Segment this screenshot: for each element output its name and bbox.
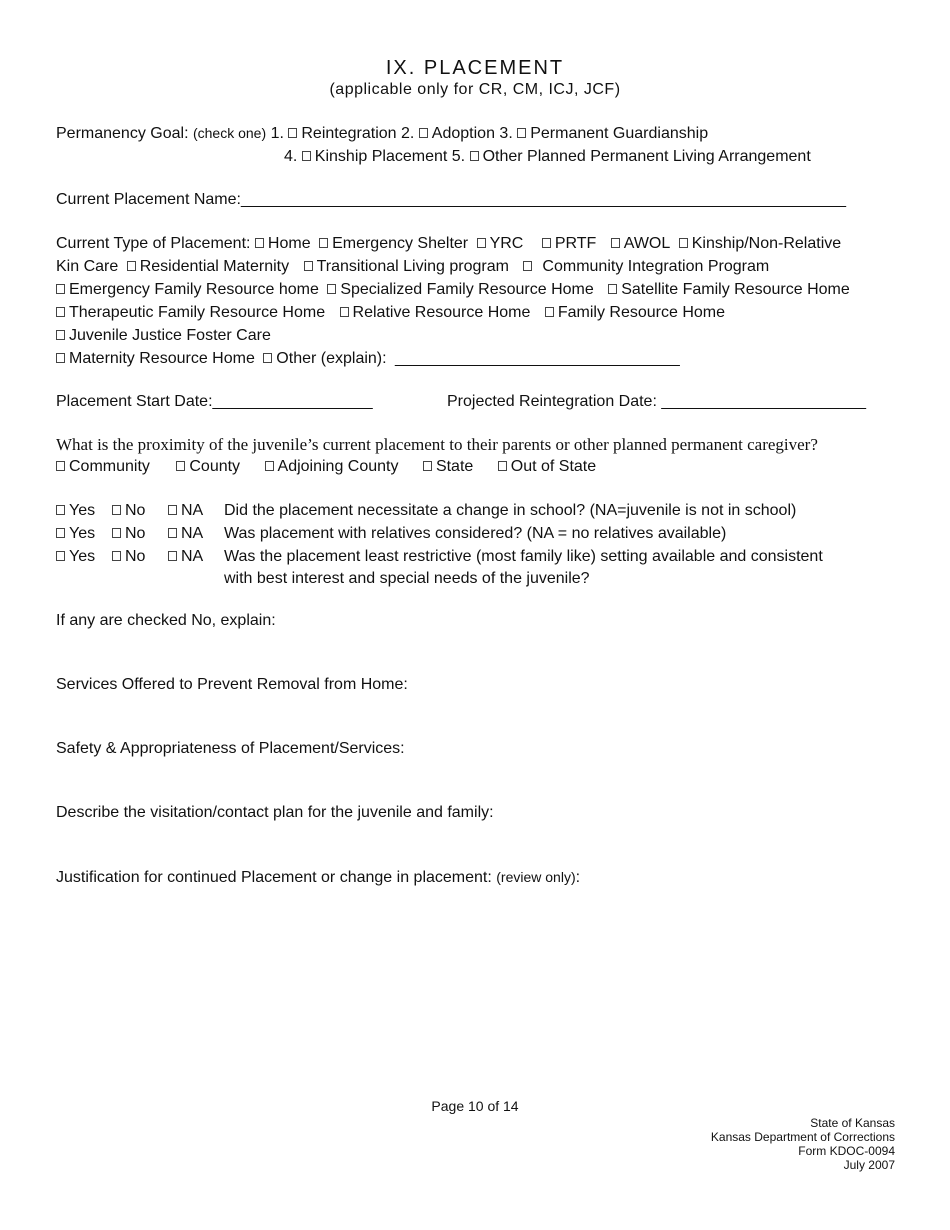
checkbox-icon[interactable] bbox=[419, 128, 428, 138]
option-label: Satellite Family Resource Home bbox=[621, 281, 850, 298]
checkbox-icon[interactable] bbox=[265, 461, 274, 471]
explain-section-label: If any are checked No, explain: bbox=[56, 612, 276, 629]
checkbox-icon[interactable] bbox=[176, 461, 185, 471]
option-number: 4. bbox=[284, 148, 298, 165]
yes-option[interactable] bbox=[56, 548, 112, 566]
checkbox-icon[interactable] bbox=[545, 307, 554, 317]
checkbox-icon[interactable] bbox=[56, 353, 65, 363]
placement-option-prtf[interactable] bbox=[542, 235, 596, 252]
option-label: Other (explain): bbox=[276, 350, 387, 367]
checkbox-icon[interactable] bbox=[327, 284, 336, 294]
checkbox-icon[interactable] bbox=[302, 151, 311, 161]
placement-option-kinship-non-relative[interactable] bbox=[679, 235, 841, 252]
option-label: PRTF bbox=[554, 235, 597, 252]
option-label: Kinship Placement bbox=[314, 148, 448, 165]
placement-option-awol[interactable] bbox=[611, 235, 671, 252]
checkbox-icon[interactable] bbox=[608, 284, 617, 294]
current-placement-name-label: Current Placement Name: bbox=[56, 191, 241, 208]
checkbox-icon[interactable] bbox=[470, 151, 479, 161]
option-number: 2. bbox=[401, 125, 415, 142]
checkbox-icon[interactable] bbox=[263, 353, 272, 363]
justification-colon: : bbox=[575, 869, 581, 886]
option-label: Maternity Resource Home bbox=[69, 350, 255, 367]
option-label: Permanent Guardianship bbox=[530, 125, 709, 142]
placement-option-relative-resource[interactable] bbox=[340, 304, 531, 321]
checkbox-icon[interactable] bbox=[304, 261, 313, 271]
placement-option-emergency-shelter[interactable] bbox=[319, 235, 468, 252]
services-section-label: Services Offered to Prevent Removal from Home: bbox=[56, 676, 408, 693]
na-option[interactable] bbox=[168, 525, 224, 543]
permanency-goal-row-1 bbox=[56, 125, 708, 143]
placement-type-label: Current Type of Placement: bbox=[56, 235, 251, 252]
option-label: Juvenile Justice Foster Care bbox=[69, 327, 271, 344]
option-label: Adoption bbox=[431, 125, 495, 142]
option-label: Out of State bbox=[510, 458, 597, 475]
placement-type-row-3 bbox=[56, 281, 854, 299]
option-label: Community Integration Program bbox=[542, 258, 770, 275]
checkbox-icon[interactable] bbox=[56, 505, 65, 515]
permanency-option-reintegration[interactable] bbox=[271, 125, 397, 142]
placement-option-specialized-family-resource[interactable] bbox=[327, 281, 593, 298]
option-number: 5. bbox=[451, 148, 466, 165]
proximity-question: What is the proximity of the juvenile’s current placement to their parents or other planned permanent caregiver? bbox=[56, 435, 818, 454]
checkbox-icon[interactable] bbox=[56, 284, 65, 294]
checkbox-icon[interactable] bbox=[127, 261, 136, 271]
proximity-option-county[interactable] bbox=[176, 458, 240, 475]
option-label: Family Resource Home bbox=[557, 304, 726, 321]
checkbox-icon[interactable] bbox=[56, 528, 65, 538]
placement-option-family-resource[interactable] bbox=[545, 304, 725, 321]
page-number: Page 10 of 14 bbox=[431, 1098, 519, 1114]
option-label: Yes bbox=[69, 525, 96, 542]
projected-reintegration-date-label: Projected Reintegration Date: bbox=[447, 393, 657, 410]
placement-option-residential-maternity[interactable] bbox=[127, 258, 289, 275]
checkbox-icon[interactable] bbox=[517, 128, 526, 138]
option-label: NA bbox=[181, 502, 204, 519]
question-text: Was the placement least restrictive (most family like) setting available and consistent bbox=[224, 548, 823, 565]
placement-option-juvenile-justice-foster[interactable] bbox=[56, 327, 271, 344]
justification-section bbox=[56, 869, 580, 887]
footer-state: State of Kansas bbox=[810, 1116, 895, 1130]
checkbox-icon[interactable] bbox=[56, 330, 65, 340]
checkbox-icon[interactable] bbox=[56, 307, 65, 317]
question-row-relatives bbox=[56, 525, 726, 543]
option-label: Relative Resource Home bbox=[352, 304, 531, 321]
placement-type-row-5 bbox=[56, 327, 275, 345]
checkbox-icon[interactable] bbox=[168, 528, 177, 538]
proximity-option-adjoining-county[interactable] bbox=[265, 458, 399, 475]
visitation-section-label: Describe the visitation/contact plan for the juvenile and family: bbox=[56, 804, 494, 821]
option-label: State bbox=[435, 458, 474, 475]
placement-start-date-field[interactable]: __________________ bbox=[212, 393, 373, 410]
checkbox-icon[interactable] bbox=[168, 551, 177, 561]
option-number: 1. bbox=[270, 125, 284, 142]
permanency-option-adoption[interactable] bbox=[401, 125, 495, 142]
justification-label: Justification for continued Placement or change in placement: bbox=[56, 869, 492, 886]
permanency-label: Permanency Goal: bbox=[56, 125, 189, 142]
placement-option-other[interactable] bbox=[263, 350, 386, 367]
proximity-option-out-of-state[interactable] bbox=[498, 458, 596, 475]
option-label: Reintegration bbox=[301, 125, 397, 142]
option-label: Kinship/Non-Relative bbox=[691, 235, 842, 252]
option-label: Residential Maternity bbox=[139, 258, 290, 275]
current-placement-name-row bbox=[56, 191, 846, 209]
safety-section-label: Safety & Appropriateness of Placement/Services: bbox=[56, 740, 405, 757]
no-option[interactable] bbox=[112, 525, 168, 543]
no-option[interactable] bbox=[112, 548, 168, 566]
option-label: YRC bbox=[489, 235, 524, 252]
placement-option-community-integration[interactable] bbox=[523, 258, 769, 275]
placement-option-satellite-family-resource[interactable] bbox=[608, 281, 850, 298]
permanency-note: (check one) bbox=[192, 125, 267, 141]
option-label: Community bbox=[69, 458, 150, 475]
permanency-option-guardianship[interactable] bbox=[499, 125, 708, 142]
placement-type-row-6 bbox=[56, 350, 680, 368]
projected-reintegration-date-row bbox=[447, 393, 866, 411]
yes-option[interactable] bbox=[56, 525, 112, 543]
permanency-option-other[interactable] bbox=[452, 148, 811, 165]
current-placement-name-field[interactable]: ____________________________________________________________________ bbox=[240, 191, 847, 208]
placement-type-row-4 bbox=[56, 304, 729, 322]
page-title: IX. PLACEMENT bbox=[385, 57, 565, 79]
option-label: Home bbox=[267, 235, 311, 252]
justification-note: (review only) bbox=[496, 869, 576, 885]
option-label: Yes bbox=[69, 502, 96, 519]
option-label: Yes bbox=[69, 548, 96, 565]
question-text-continued: with best interest and special needs of the juvenile? bbox=[224, 570, 590, 587]
footer-date: July 2007 bbox=[843, 1158, 895, 1172]
question-text: Was placement with relatives considered? (NA = no relatives available) bbox=[224, 525, 727, 542]
no-option[interactable] bbox=[112, 502, 168, 520]
checkbox-icon[interactable] bbox=[112, 505, 121, 515]
option-label: NA bbox=[181, 525, 204, 542]
checkbox-icon[interactable] bbox=[498, 461, 507, 471]
question-row-school-change bbox=[56, 502, 796, 520]
option-label: No bbox=[125, 548, 146, 565]
option-label: Emergency Shelter bbox=[332, 235, 469, 252]
proximity-option-state[interactable] bbox=[423, 458, 473, 475]
option-label: No bbox=[125, 502, 146, 519]
placement-other-explain-field[interactable]: ________________________________ bbox=[395, 350, 680, 367]
checkbox-icon[interactable] bbox=[288, 128, 297, 138]
placement-option-emergency-family-resource[interactable] bbox=[56, 281, 319, 298]
checkbox-icon[interactable] bbox=[679, 238, 688, 248]
question-row-least-restrictive bbox=[56, 548, 823, 566]
checkbox-icon[interactable] bbox=[56, 551, 65, 561]
page-subtitle: (applicable only for CR, CM, ICJ, JCF) bbox=[329, 81, 621, 98]
option-label: Therapeutic Family Resource Home bbox=[69, 304, 326, 321]
checkbox-icon[interactable] bbox=[112, 551, 121, 561]
na-option[interactable] bbox=[168, 548, 224, 566]
checkbox-icon[interactable] bbox=[340, 307, 349, 317]
checkbox-icon[interactable] bbox=[523, 261, 532, 271]
option-label: NA bbox=[181, 548, 204, 565]
checkbox-icon[interactable] bbox=[319, 238, 328, 248]
placement-start-date-row bbox=[56, 393, 373, 411]
option-number: 3. bbox=[499, 125, 513, 142]
placement-option-maternity-resource[interactable] bbox=[56, 350, 255, 367]
placement-start-date-label: Placement Start Date: bbox=[56, 393, 213, 410]
placement-type-row-2 bbox=[56, 258, 773, 276]
footer-form-number: Form KDOC-0094 bbox=[798, 1144, 895, 1158]
option-label: Transitional Living program bbox=[316, 258, 509, 275]
option-label: No bbox=[125, 525, 146, 542]
option-label: County bbox=[189, 458, 241, 475]
option-label: Adjoining County bbox=[277, 458, 399, 475]
yes-option[interactable] bbox=[56, 502, 112, 520]
checkbox-icon[interactable] bbox=[542, 238, 551, 248]
kin-care-label: Kin Care bbox=[56, 258, 119, 275]
placement-option-home[interactable] bbox=[255, 235, 311, 252]
question-text: Did the placement necessitate a change in school? (NA=juvenile is not in school) bbox=[224, 502, 797, 519]
na-option[interactable] bbox=[168, 502, 224, 520]
placement-type-row-1 bbox=[56, 235, 845, 253]
checkbox-icon[interactable] bbox=[611, 238, 620, 248]
projected-reintegration-date-field[interactable]: _______________________ bbox=[661, 393, 867, 410]
option-label: AWOL bbox=[623, 235, 671, 252]
proximity-options bbox=[56, 458, 596, 476]
option-label: Emergency Family Resource home bbox=[69, 281, 319, 298]
permanency-goal-row-2 bbox=[284, 148, 811, 166]
option-label: Other Planned Permanent Living Arrangement bbox=[482, 148, 811, 165]
placement-option-therapeutic-family-resource[interactable] bbox=[56, 304, 325, 321]
permanency-option-kinship[interactable] bbox=[284, 148, 447, 165]
option-label: Specialized Family Resource Home bbox=[340, 281, 594, 298]
checkbox-icon[interactable] bbox=[168, 505, 177, 515]
footer-department: Kansas Department of Corrections bbox=[710, 1130, 895, 1144]
placement-option-transitional-living[interactable] bbox=[304, 258, 509, 275]
checkbox-icon[interactable] bbox=[477, 238, 486, 248]
checkbox-icon[interactable] bbox=[112, 528, 121, 538]
checkbox-icon[interactable] bbox=[423, 461, 432, 471]
placement-option-yrc[interactable] bbox=[477, 235, 524, 252]
proximity-option-community[interactable] bbox=[56, 458, 150, 475]
checkbox-icon[interactable] bbox=[255, 238, 264, 248]
checkbox-icon[interactable] bbox=[56, 461, 65, 471]
